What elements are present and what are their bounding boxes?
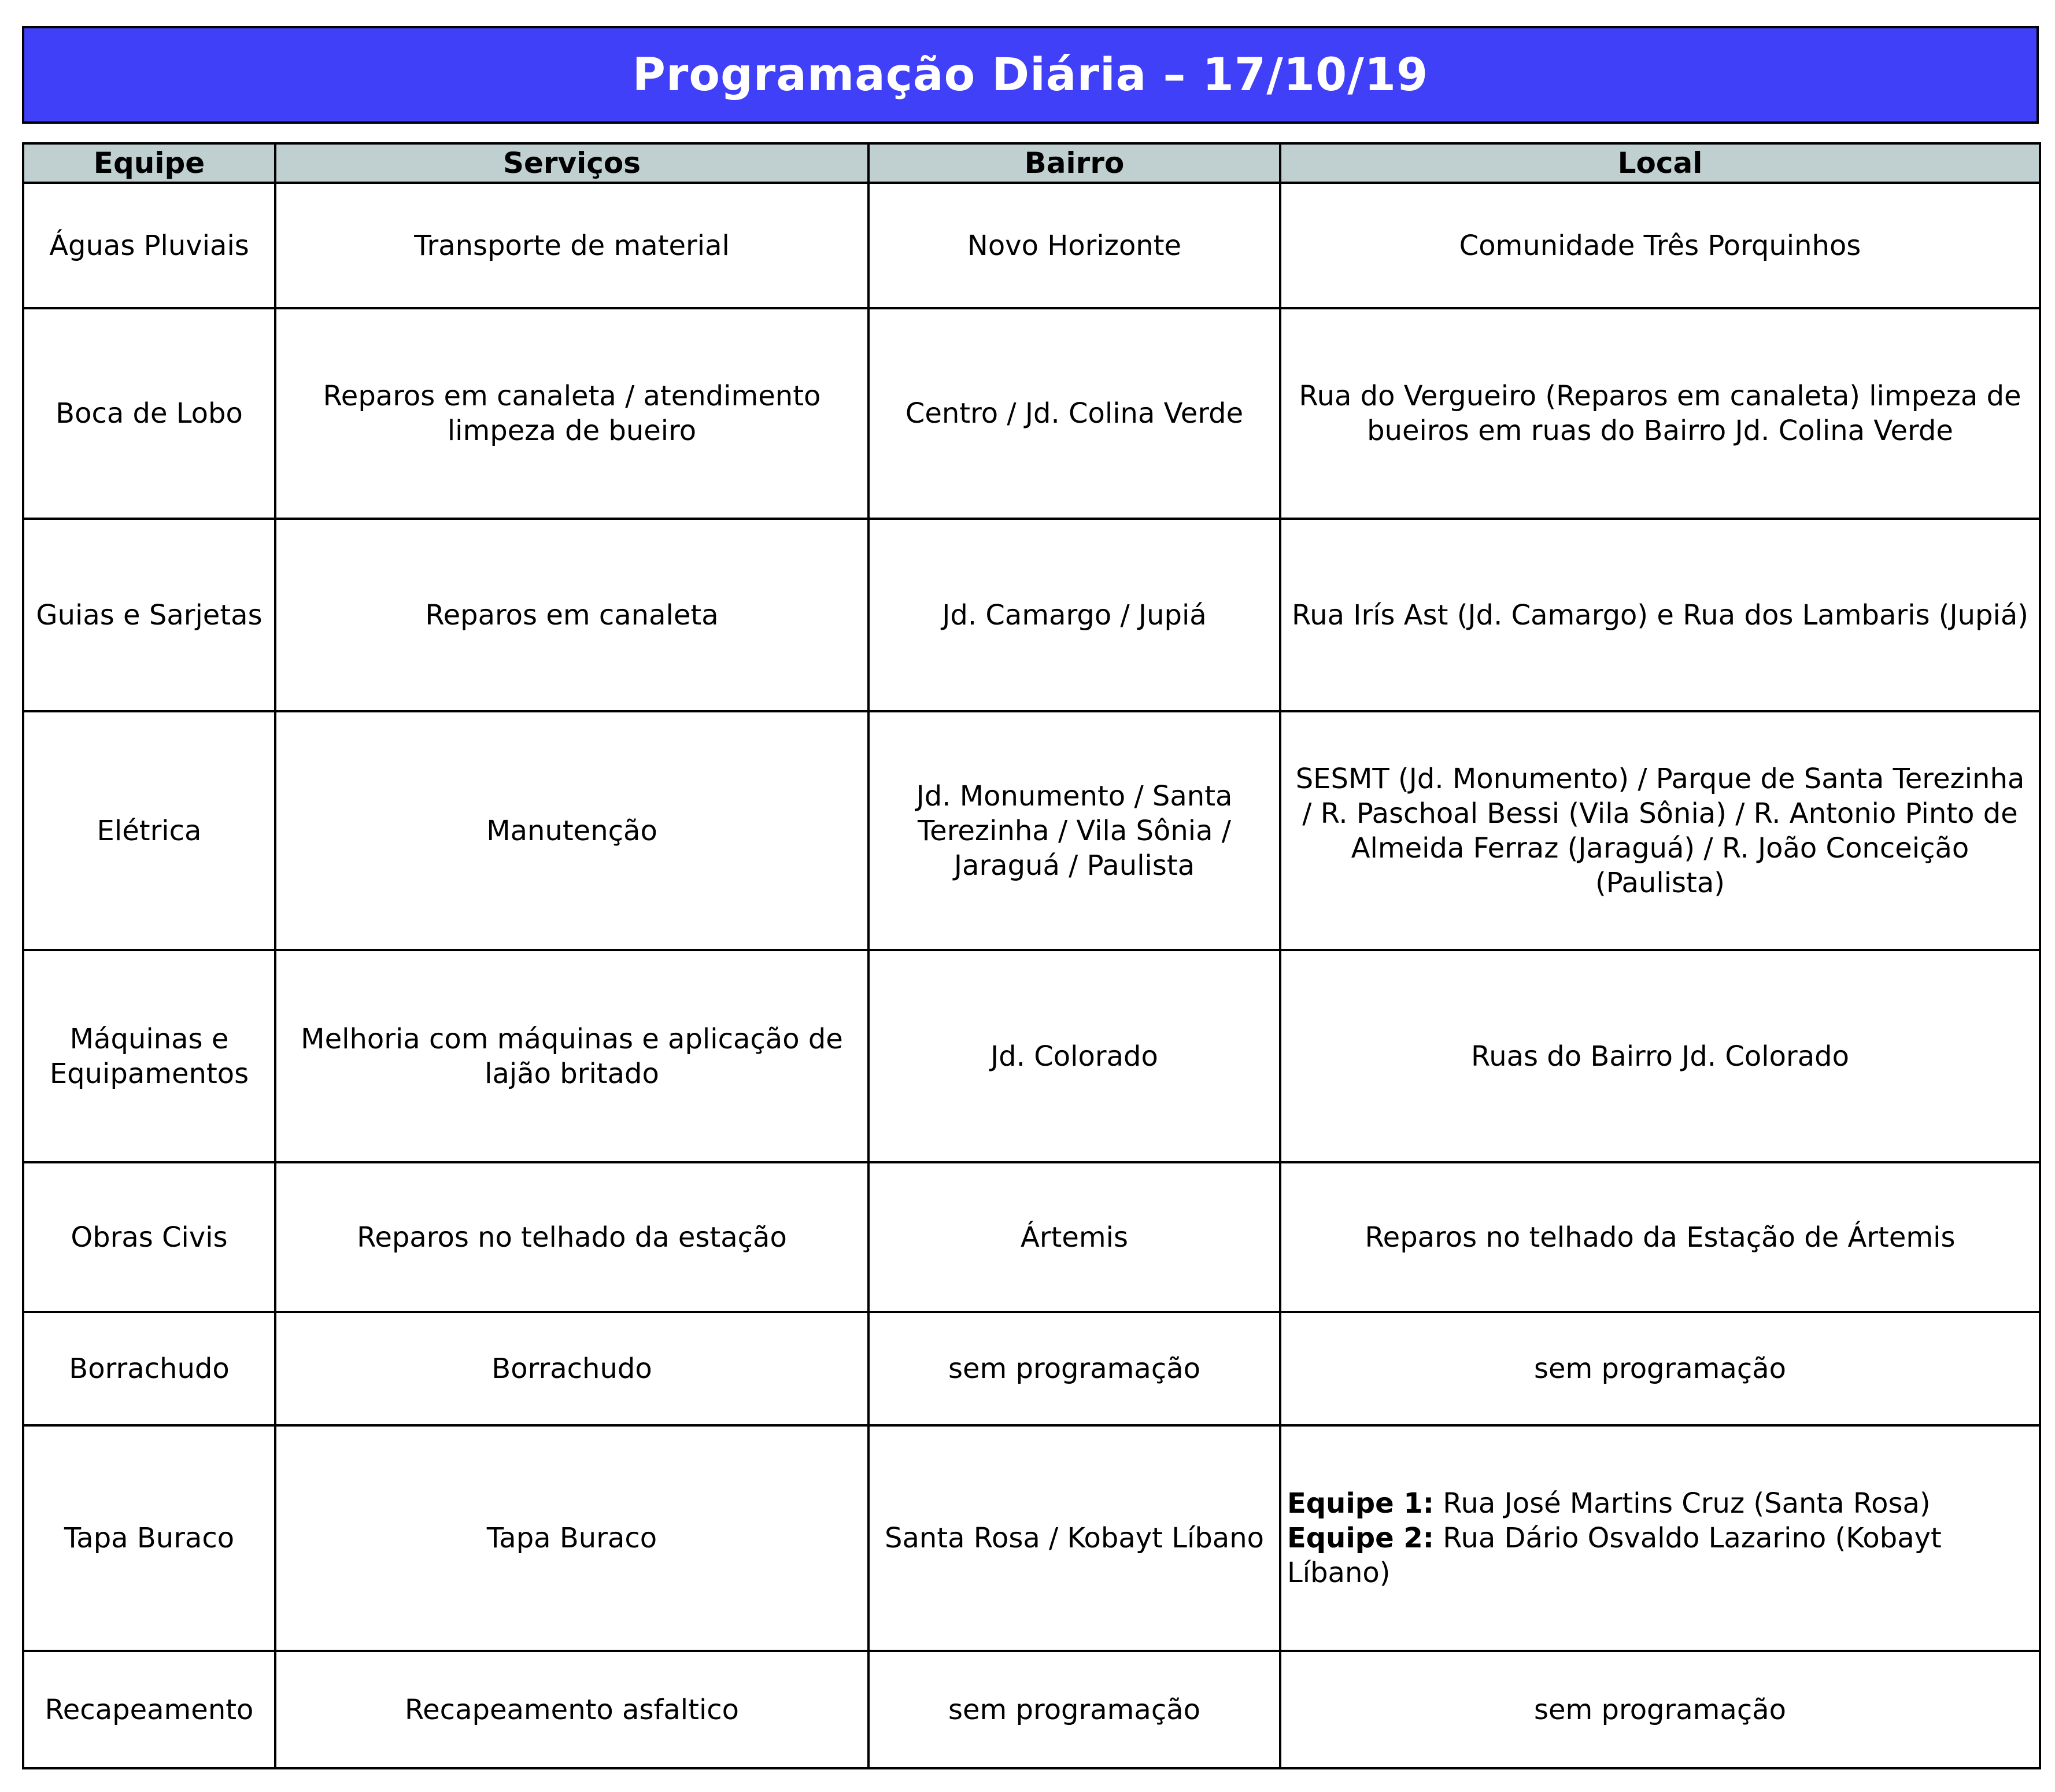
table-row <box>23 711 2040 950</box>
cell-bairro: sem programação <box>868 1651 1280 1768</box>
cell-equipe: Elétrica <box>23 711 275 950</box>
cell-bairro: Novo Horizonte <box>868 183 1280 308</box>
table-row <box>23 519 2040 711</box>
cell-bairro: Jd. Colorado <box>868 950 1280 1162</box>
cell-servicos: Reparos em canaleta / atendimento limpeza de bueiro <box>275 308 868 519</box>
header-bairro: Bairro <box>868 143 1280 183</box>
cell-servicos: Reparos em canaleta <box>275 519 868 711</box>
cell-local: Reparos no telhado da Estação de Ártemis <box>1280 1162 2040 1312</box>
cell-servicos: Reparos no telhado da estação <box>275 1162 868 1312</box>
cell-bairro: Santa Rosa / Kobayt Líbano <box>868 1425 1280 1651</box>
table-header-row <box>23 143 2040 183</box>
cell-servicos: Transporte de material <box>275 183 868 308</box>
team-location: Rua José Martins Cruz (Santa Rosa) <box>1434 1487 1931 1520</box>
cell-equipe: Recapeamento <box>23 1651 275 1768</box>
cell-local: Comunidade Três Porquinhos <box>1280 183 2040 308</box>
team-label: Equipe 2: <box>1287 1522 1434 1554</box>
table-row <box>23 308 2040 519</box>
table-row <box>23 1162 2040 1312</box>
cell-servicos: Recapeamento asfaltico <box>275 1651 868 1768</box>
header-local: Local <box>1280 143 2040 183</box>
cell-servicos: Manutenção <box>275 711 868 950</box>
cell-equipe: Obras Civis <box>23 1162 275 1312</box>
team-location: Rua Dário Osvaldo Lazarino (Kobayt Líbano) <box>1287 1522 1942 1589</box>
table-row <box>23 183 2040 308</box>
cell-equipe: Boca de Lobo <box>23 308 275 519</box>
header-servicos: Serviços <box>275 143 868 183</box>
table-row <box>23 950 2040 1162</box>
cell-bairro: Jd. Camargo / Jupiá <box>868 519 1280 711</box>
cell-local: SESMT (Jd. Monumento) / Parque de Santa Terezinha / R. Paschoal Bessi (Vila Sônia) / R. Antonio Pinto de Almeida Ferraz (Jaraguá) / R. João Conceição (Paulista) <box>1280 711 2040 950</box>
cell-bairro: Jd. Monumento / Santa Terezinha / Vila Sônia / Jaraguá / Paulista <box>868 711 1280 950</box>
table-row <box>23 1312 2040 1425</box>
page-title: Programação Diária – 17/10/19 <box>632 49 1429 101</box>
cell-local <box>1280 1425 2040 1651</box>
cell-bairro: sem programação <box>868 1312 1280 1425</box>
team-entry <box>1287 1486 2033 1521</box>
cell-servicos: Borrachudo <box>275 1312 868 1425</box>
cell-local: sem programação <box>1280 1312 2040 1425</box>
cell-local: Rua Irís Ast (Jd. Camargo) e Rua dos Lambaris (Jupiá) <box>1280 519 2040 711</box>
header-equipe: Equipe <box>23 143 275 183</box>
cell-equipe: Águas Pluviais <box>23 183 275 308</box>
cell-equipe: Guias e Sarjetas <box>23 519 275 711</box>
cell-local: Rua do Vergueiro (Reparos em canaleta) limpeza de bueiros em ruas do Bairro Jd. Colina Verde <box>1280 308 2040 519</box>
cell-bairro: Ártemis <box>868 1162 1280 1312</box>
cell-equipe: Borrachudo <box>23 1312 275 1425</box>
table-row <box>23 1651 2040 1768</box>
cell-local: Ruas do Bairro Jd. Colorado <box>1280 950 2040 1162</box>
schedule-table <box>22 142 2041 1769</box>
cell-local: sem programação <box>1280 1651 2040 1768</box>
team-label: Equipe 1: <box>1287 1487 1434 1520</box>
table-row <box>23 1425 2040 1651</box>
local-team-list <box>1287 1486 2033 1590</box>
cell-servicos: Tapa Buraco <box>275 1425 868 1651</box>
cell-servicos: Melhoria com máquinas e aplicação de lajão britado <box>275 950 868 1162</box>
cell-bairro: Centro / Jd. Colina Verde <box>868 308 1280 519</box>
cell-equipe: Máquinas e Equipamentos <box>23 950 275 1162</box>
team-entry <box>1287 1521 2033 1590</box>
cell-equipe: Tapa Buraco <box>23 1425 275 1651</box>
title-bar <box>22 26 2039 124</box>
